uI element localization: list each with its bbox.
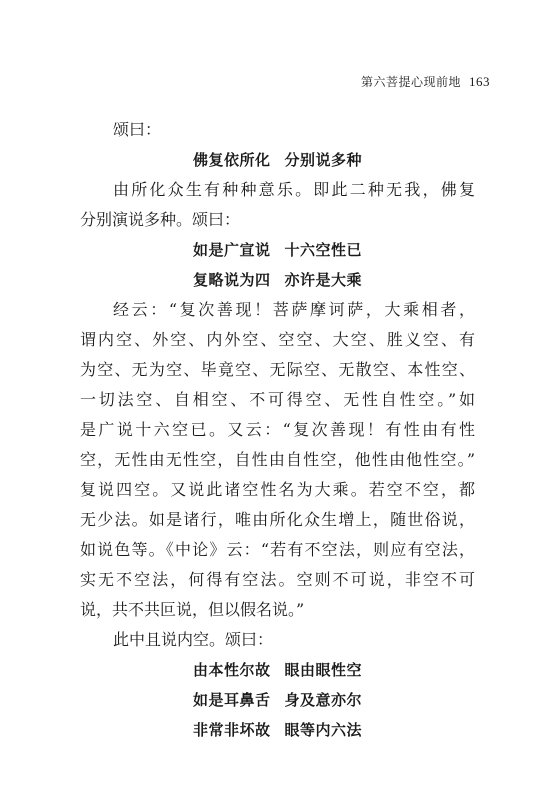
paragraph-4-line: 此中且说内空。颂曰：: [113, 630, 274, 649]
paragraph-3-line: 为空、无为空、毕竟空、无际空、无散空、本性空、: [80, 360, 475, 379]
verse-4: [80, 655, 475, 685]
verse-4-b: 眼由眼性空: [284, 661, 363, 679]
verse-2-a: 如是广宣说: [192, 241, 271, 259]
paragraph-3-line: 复说四空。又说此诸空性名为大乘。若空不空，都: [80, 480, 475, 499]
verse-6-a: 非常非坏故: [192, 721, 271, 739]
verse-6: [80, 715, 475, 745]
verse-6-b: 眼等内六法: [284, 721, 363, 739]
verse-2-b: 十六空性已: [284, 241, 363, 259]
paragraph-3-line: 实无不空法，何得有空法。空则不可说，非空不可: [80, 570, 475, 589]
intro-line: 颂曰：: [113, 120, 162, 139]
paragraph-3-line: 空，无性由无性空，自性由自性空，他性由他性空。”: [80, 450, 475, 469]
paragraph-3-line: 说，共不共叵说，但以假名说。”: [80, 600, 305, 619]
verse-5-b: 身及意亦尔: [284, 691, 363, 709]
verse-3: [80, 265, 475, 295]
paragraph-3-line: 无少法。如是诸行，唯由所化众生增上，随世俗说，: [80, 510, 475, 529]
verse-5-a: 如是耳鼻舌: [192, 691, 271, 709]
paragraph-3-line: 是广说十六空已。又云：“复次善现！有性由有性: [80, 420, 475, 439]
verse-1-b: 分别说多种: [284, 151, 363, 169]
paragraph-3-line: 一切法空、自相空、不可得空、无性自性空。”如: [80, 390, 475, 409]
verse-2: [80, 235, 475, 265]
verse-1-a: 佛复依所化: [192, 151, 271, 169]
page-body: [80, 115, 475, 745]
running-header: [361, 73, 490, 90]
chapter-title: 第六菩提心现前地: [360, 75, 461, 89]
verse-5: [80, 685, 475, 715]
paragraph-3-line: 谓内空、外空、内外空、空空、大空、胜义空、有: [80, 330, 475, 349]
paragraph-2-line: 分别演说多种。颂曰：: [80, 210, 241, 229]
verse-3-b: 亦许是大乘: [284, 271, 363, 289]
page-number: 163: [469, 74, 490, 89]
verse-4-a: 由本性尔故: [192, 661, 271, 679]
paragraph-3-line: 如说色等。《中论》云：“若有不空法，则应有空法，: [80, 540, 475, 559]
paragraph-2-line: 由所化众生有种种意乐。即此二种无我，佛复: [113, 180, 475, 199]
paragraph-3-line: 经云：“复次善现！菩萨摩诃萨，大乘相者，: [113, 300, 475, 319]
verse-1: [80, 145, 475, 175]
verse-3-a: 复略说为四: [192, 271, 271, 289]
